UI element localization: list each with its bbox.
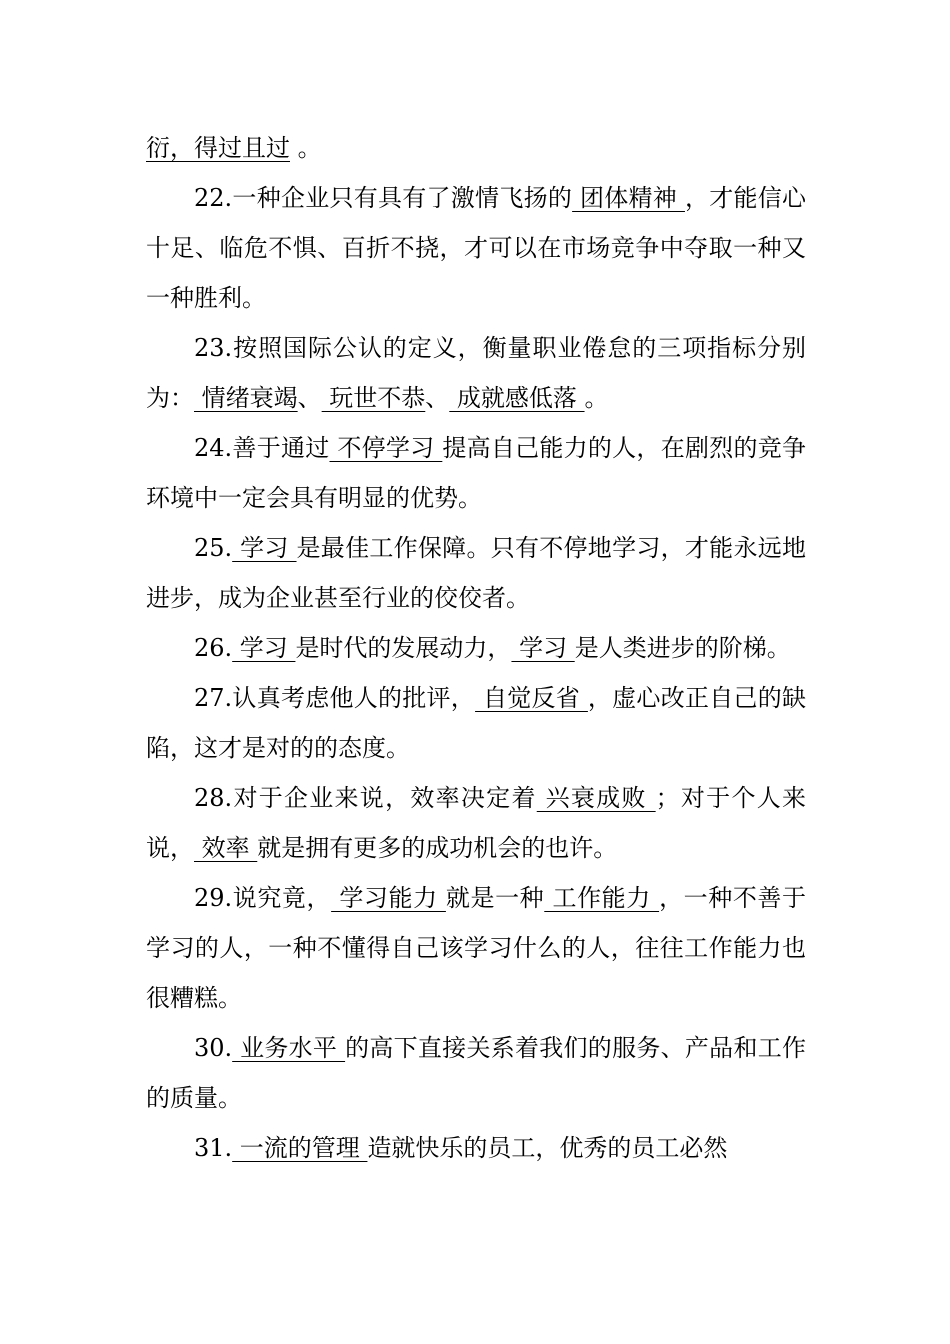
paragraph-text: 。: [290, 134, 322, 162]
paragraph: [146, 1123, 806, 1173]
fill-in-answer: 玩世不恭: [321, 384, 426, 412]
fill-in-answer: 业务水平: [232, 1034, 346, 1062]
paragraph-text: 31.: [194, 1134, 233, 1162]
fill-in-answer: 衍，得过且过: [146, 134, 290, 162]
paragraph-text: 26.: [194, 634, 233, 662]
fill-in-answer: 学习能力: [331, 884, 446, 912]
paragraph-text: 25.: [194, 534, 233, 562]
fill-in-answer: 学习: [511, 634, 575, 662]
paragraph-text: 是最佳工作保障。只有不停地学习，才能永远地进步，成为企业甚至行业的佼佼者。: [146, 534, 806, 612]
fill-in-answer: 团体精神: [572, 184, 685, 212]
fill-in-answer: 成就感低落: [449, 384, 585, 412]
fill-in-answer: 一流的管理: [232, 1134, 368, 1162]
fill-in-answer: 不停学习: [329, 434, 443, 462]
paragraph-text: 的高下直接关系着我们的服务、产品和工作的质量。: [146, 1034, 806, 1112]
fill-in-answer: 兴衰成败: [536, 784, 656, 812]
paragraph: [146, 1023, 806, 1123]
fill-in-answer: 学习: [232, 634, 296, 662]
paragraph-text: 。: [584, 384, 609, 412]
paragraph: [146, 323, 806, 423]
paragraph-text: 造就快乐的员工，优秀的员工必然: [367, 1134, 728, 1162]
paragraph-text: 就是拥有更多的成功机会的也许。: [257, 834, 618, 862]
paragraph-text: 28.对于企业来说，效率决定着: [194, 784, 537, 812]
paragraph-text: 、: [425, 384, 450, 412]
paragraph-text: 30.: [194, 1034, 233, 1062]
paragraph-text: 就是一种: [445, 884, 545, 912]
fill-in-answer: 效率: [194, 834, 258, 862]
paragraph: [146, 123, 806, 173]
paragraph-text: ，才能信心十足、临危不惧、百折不挠，才可以在市场竞争中夺取一种又一种胜利。: [146, 184, 807, 312]
paragraph: [146, 623, 806, 673]
paragraph: [146, 523, 806, 623]
paragraph-text: 27.认真考虑他人的批评，: [194, 684, 476, 712]
paragraph: [146, 673, 806, 773]
paragraph-text: ；对于个人来说，: [146, 784, 807, 862]
paragraph-text: 23.按照国际公认的定义，衡量职业倦怠的三项指标分别为：: [146, 334, 806, 412]
paragraph: [146, 873, 806, 1023]
fill-in-answer: 工作能力: [544, 884, 660, 912]
paragraph-text: ，虚心改正自己的缺陷，这才是对的的态度。: [146, 684, 807, 762]
paragraph: [146, 173, 806, 323]
paragraph-text: 提高自己能力的人，在剧烈的竞争环境中一定会具有明显的优势。: [146, 434, 807, 512]
paragraph-text: 29.说究竟，: [194, 884, 332, 912]
paragraph-text: 、: [297, 384, 322, 412]
fill-in-answer: 学习: [232, 534, 297, 562]
paragraph: [146, 773, 806, 873]
document-body: [146, 123, 806, 1173]
paragraph-text: 22.一种企业只有具有了激情飞扬的: [194, 184, 573, 212]
paragraph-text: 是时代的发展动力，: [295, 634, 512, 662]
fill-in-answer: 自觉反省: [475, 684, 588, 712]
fill-in-answer: 情绪衰竭: [194, 384, 298, 412]
paragraph: [146, 423, 806, 523]
paragraph-text: ，一种不善于学习的人，一种不懂得自己该学习什么的人，往往工作能力也很糟糕。: [146, 884, 807, 1012]
paragraph-text: 是人类进步的阶梯。: [574, 634, 791, 662]
paragraph-text: 24.善于通过: [194, 434, 330, 462]
